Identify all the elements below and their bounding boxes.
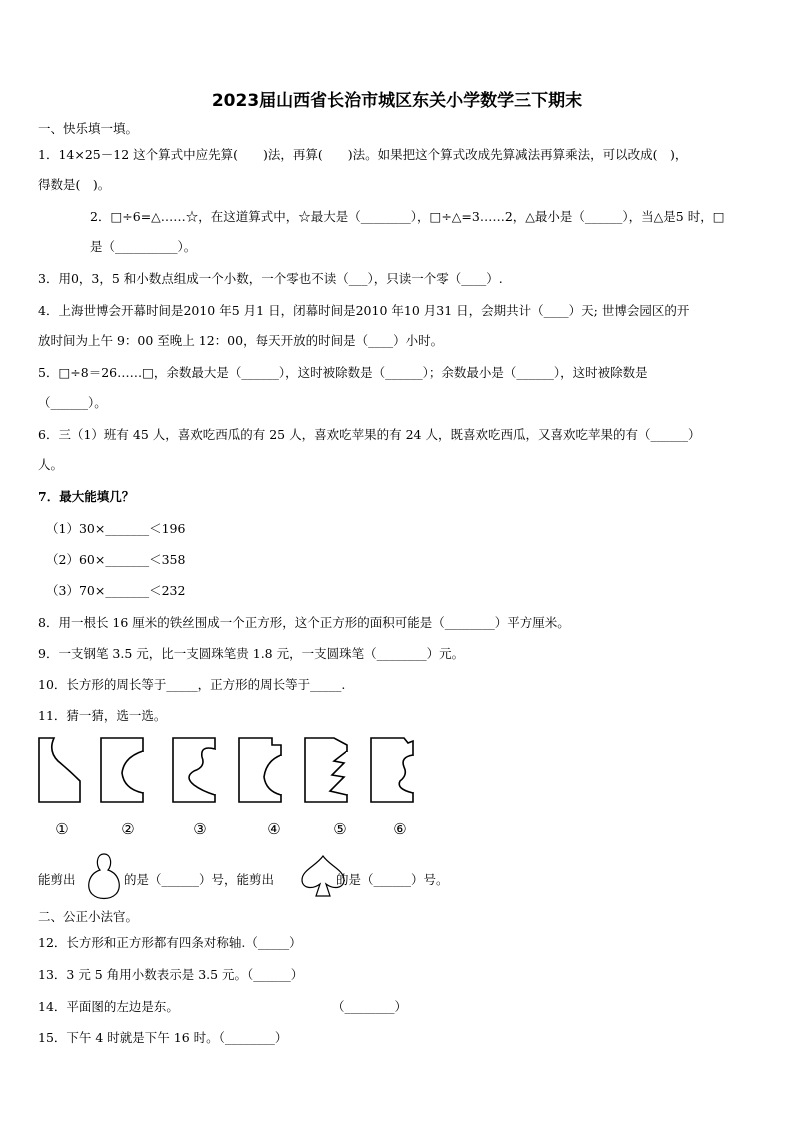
figure-number-1: ① [55, 820, 69, 838]
question-14-blank: （________） [332, 999, 408, 1014]
question-7-title: 7．最大能填几？ [38, 489, 135, 504]
question-5-line-1: 5．□÷8＝26……□，余数最大是（______），这时被除数是（______）；余数最小是（______），这时被除数是 [38, 365, 648, 380]
question-15: 15．下午 4 时就是下午 16 时。（________） [38, 1030, 288, 1045]
question-4-line-1: 4．上海世博会开幕时间是2010 年5 月1 日，闭幕时间是2010 年10 月31 日，会期共计（____）天; 世博会园区的开 [38, 303, 690, 318]
paper-cut-figures [38, 737, 418, 807]
question-7-item-1: （1）30×_______＜196 [46, 521, 186, 536]
question-5-line-2: （______）。 [38, 395, 107, 410]
question-2-line-2: 是（__________）。 [90, 239, 197, 254]
figure-number-6: ⑥ [393, 820, 407, 838]
gourd-shape-icon [84, 852, 124, 900]
question-7-item-3: （3）70×_______＜232 [46, 583, 186, 598]
question-6-line-2: 人。 [38, 457, 64, 472]
question-13: 13．3 元 5 角用小数表示是 3.5 元。（______） [38, 967, 304, 982]
paper-cut-figure-5 [304, 737, 348, 803]
question-7-item-2: （2）60×_______＜358 [46, 552, 186, 567]
figure-number-3: ③ [193, 820, 207, 838]
paper-cut-figure-3 [172, 737, 216, 803]
question-8: 8．用一根长 16 厘米的铁丝围成一个正方形，这个正方形的面积可能是（________）平方厘米。 [38, 615, 570, 630]
page-title: 2023届山西省长治市城区东关小学数学三下期末 [211, 91, 583, 111]
paper-cut-figure-1 [38, 737, 82, 803]
question-11-title: 11．猜一猜，选一选。 [38, 708, 167, 723]
section-heading-2: 二、公正小法官。 [38, 909, 139, 924]
paper-cut-figure-4 [238, 737, 282, 803]
question-12: 12．长方形和正方形都有四条对称轴.（_____） [38, 935, 302, 950]
paper-cut-figure-6 [370, 737, 414, 803]
figure-numbers [38, 820, 418, 840]
question-11-answer-line [38, 860, 738, 900]
figure-number-5: ⑤ [333, 820, 347, 838]
question-1-line-1: 1．14×25－12 这个算式中应先算( )法，再算( )法。如果把这个算式改成先算减法再算乘法，可以改成( )， [38, 147, 688, 162]
cut-text-1: 能剪出 [38, 872, 76, 887]
cut-text-3: 的是（______）号。 [336, 872, 449, 887]
question-3: 3．用0，3，5 和小数点组成一个小数，一个零也不读（___），只读一个零（____）. [38, 271, 503, 286]
figure-number-2: ② [121, 820, 135, 838]
question-10: 10．长方形的周长等于_____，正方形的周长等于_____. [38, 677, 346, 692]
question-1-line-2: 得数是( )。 [38, 177, 111, 192]
question-9: 9．一支钢笔 3.5 元，比一支圆珠笔贵 1.8 元，一支圆珠笔（________）元。 [38, 646, 465, 661]
question-6-line-1: 6．三（1）班有 45 人，喜欢吃西瓜的有 25 人，喜欢吃苹果的有 24 人，既喜欢吃西瓜，又喜欢吃苹果的有（______） [38, 427, 701, 442]
figure-number-4: ④ [267, 820, 281, 838]
paper-cut-figure-2 [100, 737, 144, 803]
question-4-line-2: 放时间为上午 9：00 至晚上 12：00，每天开放的时间是（____）小时。 [38, 333, 444, 348]
question-14: 14．平面图的左边是东。 [38, 999, 179, 1014]
question-2-line-1: 2．□÷6=△……☆，在这道算式中，☆最大是（________），□÷△=3……2，△最小是（______），当△是5 时，□ [90, 209, 725, 224]
cut-text-2: 的是（______）号，能剪出 [124, 872, 275, 887]
section-heading-1: 一、快乐填一填。 [38, 121, 139, 136]
